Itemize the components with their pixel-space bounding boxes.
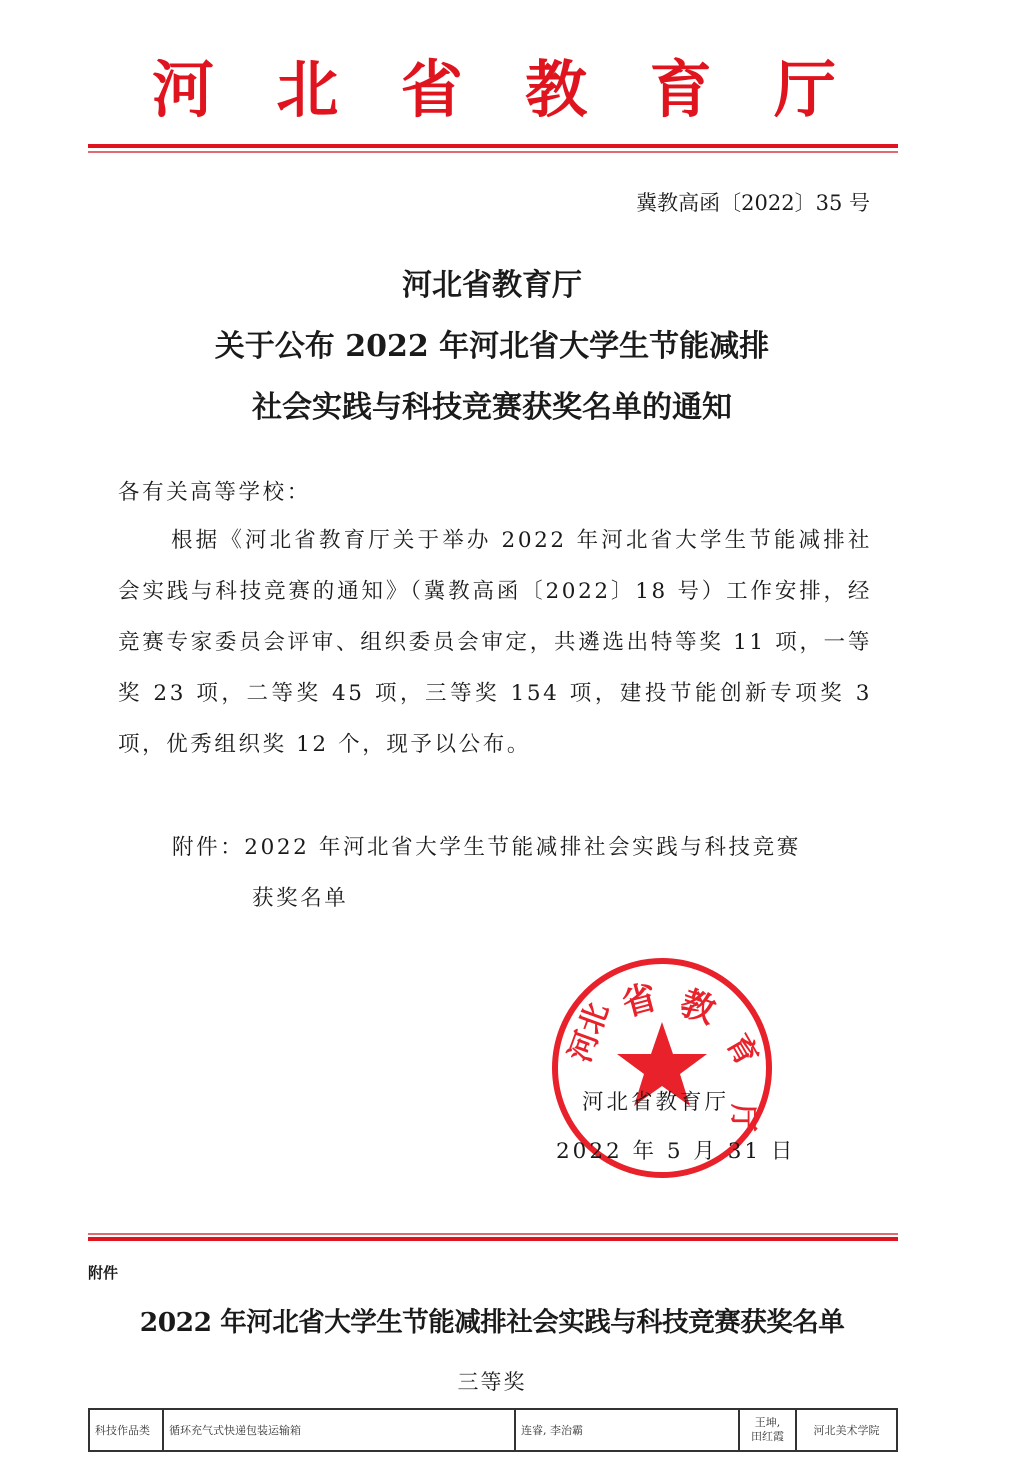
body-paragraph: 根据《河北省教育厅关于举办 2022 年河北省大学生节能减排社会实践与科技竞赛的通知》（冀教高函〔2022〕18 号）工作安排，经竞赛专家委员会评审、组织委员会审定，共遴选出特等奖 11 项，一等奖 23 项，二等奖 45 项，三等奖 154 项，建投节能创新专项奖 3 项，优秀组织奖 12 个，现予以公布。 xyxy=(118,528,872,757)
svg-text:河北: 河北 xyxy=(562,998,617,1067)
masthead-char: 厅 xyxy=(773,53,836,126)
masthead-char: 省 xyxy=(400,53,463,126)
award-table xyxy=(88,1408,898,1452)
svg-text:厅: 厅 xyxy=(727,1104,760,1133)
table-row xyxy=(89,1409,897,1451)
svg-text:教: 教 xyxy=(674,982,721,1033)
salutation: 各有关高等学校： xyxy=(118,480,311,505)
annex-title: 2022 年河北省大学生节能减排社会实践与科技竞赛获奖名单 xyxy=(139,1307,845,1338)
title-line-2: 关于公布 2022 年河北省大学生节能减排 xyxy=(214,329,770,364)
document-number: 冀教高函〔2022〕35 号 xyxy=(636,191,870,215)
footer-divider-thick xyxy=(88,1237,898,1241)
cell-school: 河北美术学院 xyxy=(796,1409,897,1451)
cell-category: 科技作品类 xyxy=(89,1409,163,1451)
attachment-line-2: 获奖名单 xyxy=(252,886,349,911)
masthead-divider-thin xyxy=(88,151,898,153)
masthead-char: 教 xyxy=(525,53,588,126)
attachment-line-1: 附件：2022 年河北省大学生节能减排社会实践与科技竞赛 xyxy=(172,835,801,860)
svg-text:育: 育 xyxy=(719,1028,765,1072)
masthead-divider-thick xyxy=(88,144,898,148)
annex-label: 附件 xyxy=(88,1264,119,1282)
svg-text:省: 省 xyxy=(617,977,662,1025)
cell-advisors xyxy=(739,1409,796,1451)
award-level-heading: 三等奖 xyxy=(457,1370,527,1394)
cell-project: 循环充气式快递包装运输箱 xyxy=(163,1409,515,1451)
advisor-1: 王坤, xyxy=(754,1416,781,1429)
cell-students: 连睿, 李治霸 xyxy=(515,1409,739,1451)
title-line-3: 社会实践与科技竞赛获奖名单的通知 xyxy=(252,390,732,425)
masthead-char: 北 xyxy=(276,53,339,126)
footer-divider-thin xyxy=(88,1233,898,1235)
title-line-1: 河北省教育厅 xyxy=(402,268,582,303)
masthead-char: 育 xyxy=(649,53,712,126)
masthead-char: 河 xyxy=(152,53,215,126)
masthead xyxy=(88,50,898,130)
signature-org: 河北省教育厅 xyxy=(582,1090,730,1115)
advisor-2: 田红霞 xyxy=(751,1430,784,1443)
signature-date: 2022 年 5 月 31 日 xyxy=(556,1139,796,1164)
